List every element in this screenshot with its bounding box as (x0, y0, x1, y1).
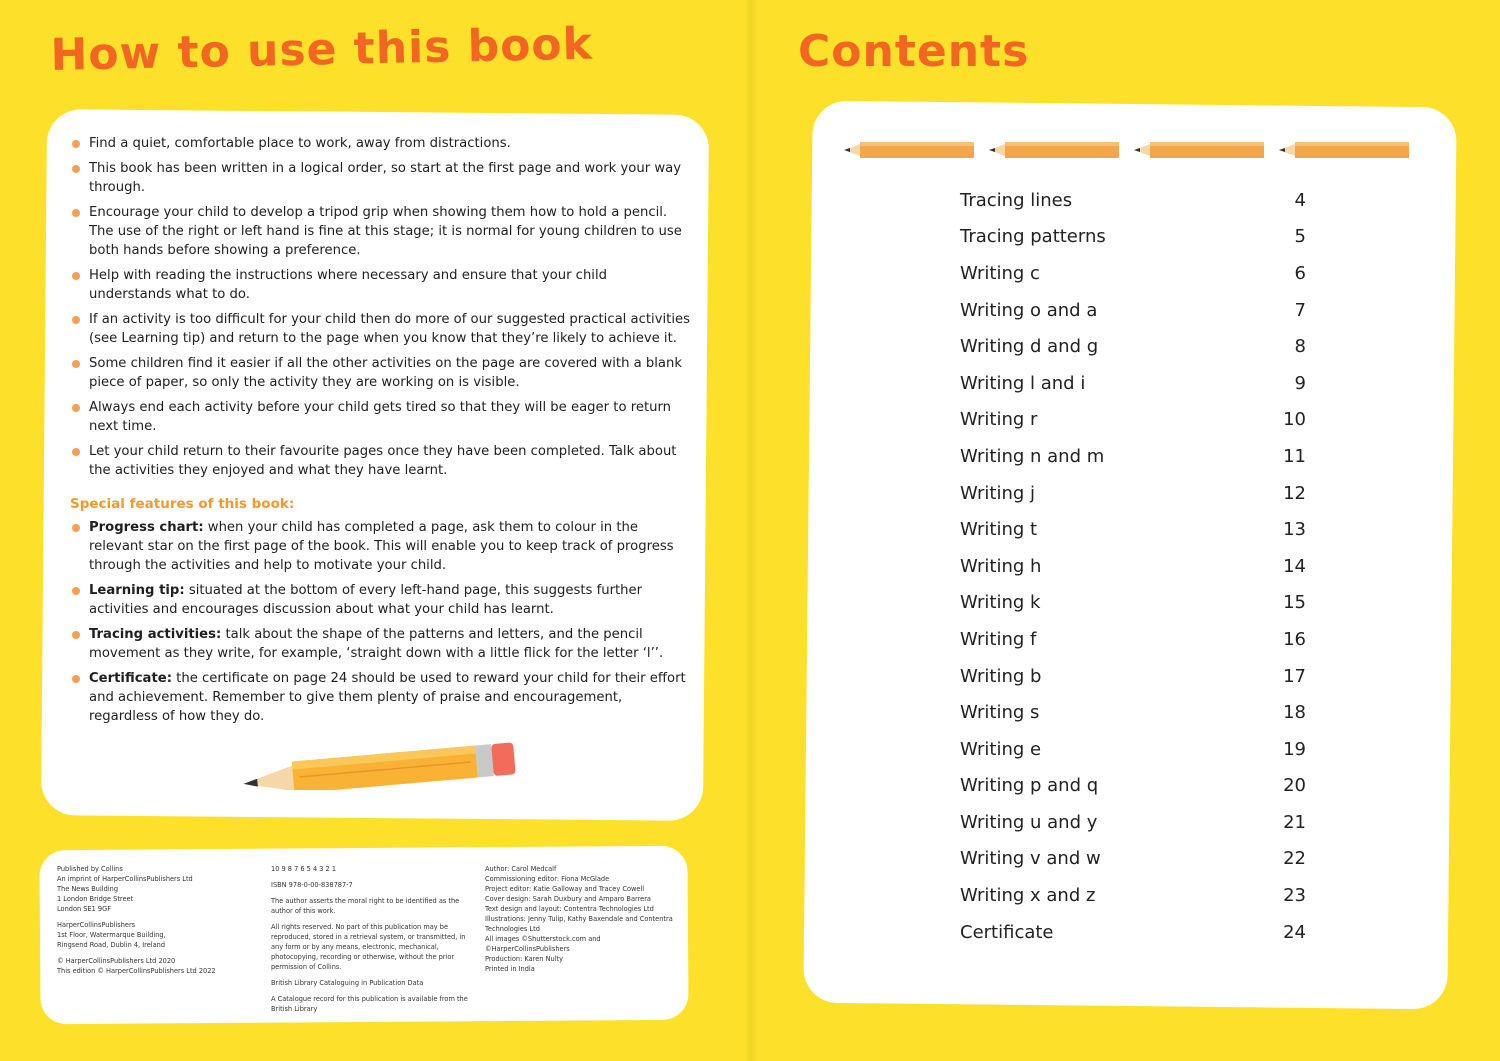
feature-text: the certificate on page 24 should be used to reward your child for their effort and achievement. Remember to give them plenty of praise and encouragement, regardless of how they do. (89, 671, 686, 724)
toc-label: Writing e (960, 738, 1042, 760)
toc-entry[interactable] (960, 621, 1306, 658)
pencil-divider (844, 138, 1424, 168)
feature-term: Progress chart: (89, 520, 204, 535)
toc-label: Writing l and i (960, 372, 1086, 394)
toc-page-number: 20 (1283, 775, 1306, 797)
toc-entry[interactable] (960, 292, 1306, 329)
toc-page-number: 5 (1294, 226, 1306, 248)
imprint-text: ISBN 978-0-00-838787-7 (271, 881, 353, 889)
toc-label: Writing o and a (960, 299, 1098, 321)
toc-page-number: 10 (1283, 409, 1306, 431)
toc-page-number: 6 (1294, 262, 1306, 284)
toc-page-number: 7 (1294, 299, 1306, 321)
instruction-item: Some children find it easier if all the other activities on the page are covered with a blank piece of paper, so only the activity they are working on is visible. (70, 354, 690, 392)
toc-entry[interactable] (960, 585, 1306, 622)
toc-page-number: 14 (1283, 555, 1306, 577)
imprint-text: Author: Carol Medcalf Commissioning editor: Fiona McGlade Project editor: Katie Galloway and Tracey Cowell Cover design: Sarah Duxbury and Amparo Barrera Text design and layout: Contentra Technologies Ltd Illustrations: Jenny Tulip, Kathy Baxendale and Contentra Technologies Ltd All images ©Shutterstock.com and ©HarperCollinsPublishers Production: Karen Nulty Printed in India (485, 865, 673, 973)
imprint-text: 10 9 8 7 6 5 4 3 2 1 (271, 865, 337, 873)
toc-label: Writing d and g (960, 336, 1099, 358)
page-title-contents: Contents (798, 26, 1030, 77)
toc-label: Writing h (960, 555, 1042, 577)
toc-label: Writing b (960, 665, 1042, 687)
pencil-lead (243, 779, 258, 788)
toc-page-number: 21 (1283, 811, 1306, 833)
toc-entry[interactable] (960, 548, 1306, 585)
toc-page-number: 22 (1283, 848, 1306, 870)
pencil-tip-wood (242, 765, 296, 790)
feature-term: Certificate: (89, 671, 172, 686)
toc-entry[interactable] (960, 694, 1306, 731)
toc-label: Writing f (960, 628, 1037, 650)
feature-text: talk about the shape of the patterns and letters, and the pencil movement as they write, for example, ‘straight down with a little flick for the letter ‘l’’. (89, 627, 664, 661)
toc-page-number: 23 (1283, 885, 1306, 907)
feature-item-progress-chart (70, 518, 690, 575)
toc-page-number: 17 (1283, 665, 1306, 687)
toc-page-number: 16 (1283, 628, 1306, 650)
feature-item-tracing-activities (70, 625, 690, 663)
imprint-column-publisher (57, 864, 257, 982)
toc-page-number: 9 (1294, 372, 1306, 394)
feature-list (70, 518, 690, 726)
toc-label: Tracing patterns (960, 226, 1106, 248)
pencil-eraser (491, 742, 516, 776)
imprint-text: © HarperCollinsPublishers Ltd 2020 This edition © HarperCollinsPublishers Ltd 2022 (57, 957, 216, 975)
feature-text: when your child has completed a page, ask them to colour in the relevant star on the first page of the book. This will enable you to keep track of progress through the activities and help to motivate your child. (89, 520, 674, 573)
instruction-item: Always end each activity before your child gets tired so that they will be eager to return next time. (70, 398, 690, 436)
toc-entry[interactable] (960, 658, 1306, 695)
toc-page-number: 15 (1283, 592, 1306, 614)
toc-page-number: 12 (1283, 482, 1306, 504)
toc-page-number: 11 (1283, 445, 1306, 467)
instruction-list (70, 134, 690, 480)
instruction-item: If an activity is too difficult for your child then do more of our suggested practical activities (see Learning tip) and return to the page when you know that they’re likely to achieve it. (70, 310, 690, 348)
imprint-column-credits (485, 864, 685, 980)
feature-item-certificate (70, 669, 690, 726)
table-of-contents (960, 182, 1306, 950)
toc-entry[interactable] (960, 182, 1306, 219)
toc-label: Writing s (960, 702, 1040, 724)
imprint-text: British Library Cataloguing in Publication Data (271, 979, 424, 987)
toc-label: Writing r (960, 409, 1038, 431)
imprint-text: A Catalogue record for this publication is available from the British Library (271, 995, 468, 1013)
instruction-item: Find a quiet, comfortable place to work, away from distractions. (70, 134, 690, 153)
feature-term: Learning tip: (89, 583, 185, 598)
toc-label: Writing t (960, 519, 1038, 541)
toc-entry[interactable] (960, 511, 1306, 548)
toc-entry[interactable] (960, 475, 1306, 512)
toc-page-number: 4 (1294, 189, 1306, 211)
pencil-ferrule (475, 744, 494, 777)
page-title-how-to-use: How to use this book (50, 18, 594, 81)
feature-term: Tracing activities: (89, 627, 222, 642)
pencil-illustration (238, 730, 520, 790)
imprint-text: HarperCollinsPublishers 1st Floor, Watermarque Building, Ringsend Road, Dublin 4, Ireland (57, 921, 166, 949)
pencil-icon (1279, 138, 1411, 162)
toc-page-number: 8 (1294, 336, 1306, 358)
imprint-text: All rights reserved. No part of this publication may be reproduced, stored in a retrieval system, or transmitted, in any form or by any means, electronic, mechanical, photocopying, recording or otherwise, without the prior permission of Collins. (271, 923, 466, 971)
toc-label: Writing p and q (960, 775, 1099, 797)
instructions-content (70, 134, 690, 732)
imprint-text: Published by Collins An imprint of HarperCollinsPublishers Ltd The News Building 1 London Bridge Street London SE1 9GF (57, 865, 193, 913)
instruction-item: Encourage your child to develop a tripod grip when showing them how to hold a pencil. The use of the right or left hand is fine at this stage; it is normal for young children to use both hands before showing a preference. (70, 203, 690, 260)
feature-text: situated at the bottom of every left-hand page, this suggests further activities and encourages discussion about what your child has learnt. (89, 583, 643, 617)
toc-page-number: 19 (1283, 738, 1306, 760)
page-gutter (744, 0, 758, 1061)
toc-entry[interactable] (960, 768, 1306, 805)
special-features-heading: Special features of this book: (70, 496, 295, 512)
feature-item-learning-tip (70, 581, 690, 619)
pencil-icon (1134, 138, 1266, 162)
toc-label: Writing c (960, 262, 1040, 284)
toc-entry[interactable] (960, 877, 1306, 914)
toc-label: Tracing lines (960, 189, 1073, 211)
toc-label: Writing u and y (960, 811, 1098, 833)
toc-entry[interactable] (960, 438, 1306, 475)
toc-label: Writing n and m (960, 445, 1105, 467)
toc-label: Writing j (960, 482, 1036, 504)
pencil-icon (844, 138, 976, 162)
toc-entry[interactable] (960, 328, 1306, 365)
toc-label: Writing x and z (960, 885, 1096, 907)
toc-entry[interactable] (960, 365, 1306, 402)
toc-page-number: 13 (1283, 519, 1306, 541)
imprint-text: The author asserts the moral right to be identified as the author of this work. (271, 897, 460, 915)
toc-entry[interactable] (960, 914, 1306, 951)
toc-label: Certificate (960, 921, 1054, 943)
toc-page-number: 18 (1283, 702, 1306, 724)
instruction-item: Let your child return to their favourite pages once they have been completed. Talk about the activities they enjoyed and what they have learnt. (70, 442, 690, 480)
instruction-item: This book has been written in a logical order, so start at the first page and work your way through. (70, 159, 690, 197)
toc-entry[interactable] (960, 402, 1306, 439)
toc-entry[interactable] (960, 841, 1306, 878)
toc-label: Writing v and w (960, 848, 1101, 870)
toc-entry[interactable] (960, 255, 1306, 292)
imprint-column-rights (271, 864, 471, 1020)
pencil-icon (989, 138, 1121, 162)
toc-entry[interactable] (960, 804, 1306, 841)
toc-entry[interactable] (960, 219, 1306, 256)
instruction-item: Help with reading the instructions where necessary and ensure that your child understands what to do. (70, 266, 690, 304)
toc-page-number: 24 (1283, 921, 1306, 943)
toc-entry[interactable] (960, 731, 1306, 768)
toc-label: Writing k (960, 592, 1041, 614)
